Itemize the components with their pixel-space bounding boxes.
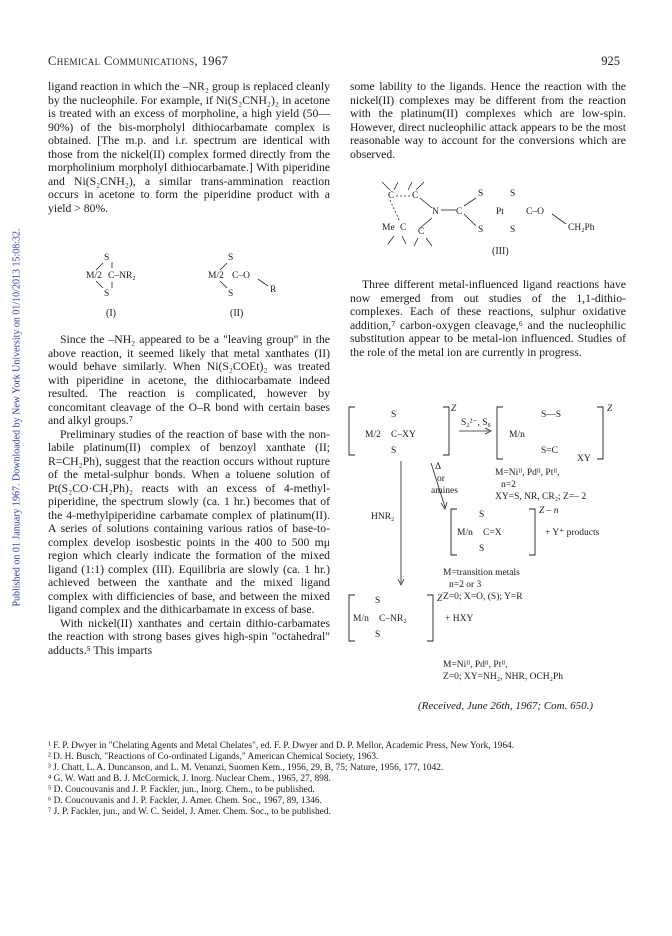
carbon-oxygen: C–O (526, 207, 544, 217)
cond-xy: XY=S, NR, CR₂; Z=– 2 (495, 492, 587, 502)
left-column-lower (48, 333, 330, 657)
paragraph: some lability to the ligands. Hence the reaction with the nickel(II) complexes may be different from the reaction with the platinum(II) complexes which are low-spin. However, direct nucleophilic attack appears to be the most reasonable way to account for the conversions which are observed. (350, 80, 626, 161)
metal-mn3: M/n (353, 614, 369, 624)
struct2-metal: M/2 (208, 271, 224, 281)
right-column (350, 80, 626, 161)
paragraph: Preliminary studies of the reaction of base with the non-labile platinum(II) complex of benzoyl xanthate (II; R=CH₂Ph), suggest that the reaction occurs without rupture of the metal-sulphur bonds. When a toluene solution of Pt(S₂CO·CH₂Ph)₂ reacts with an excess of 4-methyl-piperidine, the spectrum slowly (ca. 1 hr.) becomes that of the 4-methylpiperidine carbamate complex of platinum(II). A series of solutions containing various ratios of base-to-complex develop isosbestic points in the 400 to 500 mμ region which clearly indicate the formation of the mixed ligand (1:1) complex (III). Equilibria are slowly (ca. 1 hr.) achieved between the xanthate and the mixed ligand complex with difficiencies of base, and between the mixed ligand complex and the dithicarbamate in excess of base. (48, 427, 330, 616)
group-cx: C=X (483, 528, 502, 538)
svg-text:C: C (418, 227, 425, 237)
footnote: ³ J. Chatt, L. A. Duncanson, and L. M. Venanzi, Suomen Kem., 1956, 29, B, 75; Nature, 1956, 177, 1042. (48, 763, 444, 773)
charge-z: Z (451, 404, 457, 414)
svg-text:S: S (479, 544, 485, 554)
struct2-r: R (270, 285, 277, 295)
paragraph: With nickel(II) xanthates and certain dithio-carbamates the reaction with strong bases gives high-spin "octahedral" adducts.⁵ This imparts (48, 616, 330, 657)
benzyl: CH₂Ph (568, 223, 595, 233)
svg-text:S: S (510, 225, 516, 235)
svg-text:C: C (456, 207, 463, 217)
amines-label: amines (431, 486, 458, 496)
svg-text:S: S (510, 189, 516, 199)
received-date: (Received, June 26th, 1967; Com. 650.) (418, 700, 594, 712)
svg-text:S: S (375, 630, 381, 640)
svg-text:S: S (391, 446, 397, 456)
structure-I (86, 253, 136, 319)
page-number: 925 (601, 54, 620, 68)
svg-text:S: S (228, 253, 234, 263)
right-column-mid (350, 278, 626, 359)
footnote: ⁷ J. P. Fackler, jun., and W. C. Seidel, J. Amer. Chem. Soc., to be published. (48, 807, 331, 817)
running-header: Chemical Communications, 1967 (48, 54, 229, 68)
charge-z3: Z (437, 594, 443, 604)
svg-text:S: S (375, 596, 381, 606)
cond-metals: M=Niᴵᴵ, Pdᴵᴵ, Ptᴵᴵ, (495, 468, 560, 478)
svg-text:S: S (478, 225, 484, 235)
group-xy: XY (577, 454, 591, 464)
svg-text:S: S (391, 410, 397, 420)
footnote: ² D. H. Busch, "Reactions of Co-ordinated Ligands," American Chemical Society, 1963. (48, 752, 379, 762)
or-label: or (437, 474, 445, 484)
footnote: ⁴ G. W. Watt and B. J. McCormick, J. Inorg. Nuclear Chem., 1965, 27, 898. (48, 774, 331, 784)
struct3-label: (III) (492, 246, 509, 257)
disulfide: S—S (541, 410, 562, 420)
products: + Y⁺ products (545, 528, 600, 538)
delta: Δ (435, 462, 442, 472)
paragraph: Since the –NH₂ appeared to be a "leaving group" in the above reaction, it seemed likely that metal xanthates (II) would behave similarly. When Ni(S₂COEt)₂ was treated with piperidine in acetone, the dithiocarbamate indeed resulted. The reaction is complicated, however by concomitant cleavage of the O–R bond with certain bases and alkyl groups.⁷ (48, 333, 330, 427)
svg-text:S: S (479, 510, 485, 520)
reaction-scheme (345, 395, 630, 695)
structure-III (360, 168, 630, 263)
struct1-label: (I) (106, 308, 116, 319)
footnote: ⁶ D. Coucouvanis and J. P. Fackler, J. Amer. Chem. Soc., 1967, 89, 1346. (48, 796, 322, 806)
cond-xy2: Z=0; XY=NH₂, NHR, OCH₂Ph (443, 672, 563, 682)
platinum: Pt (496, 207, 504, 217)
struct1-group: C–NR₂ (108, 271, 136, 281)
svg-text:C: C (388, 191, 395, 201)
struct2-label: (II) (230, 308, 244, 319)
svg-text:S: S (478, 189, 484, 199)
struct1-metal: M/2 (86, 271, 102, 281)
reagent-hnr2: HNR₂ (371, 512, 395, 522)
metal-m2: M/2 (365, 430, 381, 440)
svg-text:S: S (228, 289, 234, 299)
left-column (48, 80, 330, 215)
charge-zn: Z – n (539, 506, 559, 516)
nitrogen: N (432, 207, 439, 217)
struct2-group: C–O (232, 271, 250, 281)
download-notice[interactable]: Published on 01 January 1967. Downloaded by New York University on 01/10/2013 15:08:32. (11, 228, 23, 607)
svg-text:C: C (412, 191, 419, 201)
metal-mn2: M/n (457, 528, 473, 538)
reagent: S₂²⁻, S₈ (461, 418, 491, 428)
structure-II (208, 253, 277, 319)
cond-zxy: Z=0; X=O, (S); Y=R (443, 592, 523, 602)
charge-z2: Z (607, 404, 613, 414)
cond-transition: M=transition metals (443, 568, 520, 578)
metal-mn: M/n (509, 430, 525, 440)
footnotes (48, 741, 628, 818)
sulfur-carbon: S=C (541, 446, 558, 456)
cond-n2: n=2 or 3 (449, 580, 482, 590)
svg-text:S: S (104, 289, 110, 299)
hxy: + HXY (445, 614, 474, 624)
paragraph: Three different metal-influenced ligand reactions have now emerged from out studies of the 1,1-dithio-complexes. Each of these reactions, sulphur oxidative addition,⁷ carbon-oxygen cleavage,⁶ and the nucleophilic substitution appear to be metal-ion influenced. Studies of the role of the metal ion are currently in progress. (350, 278, 626, 359)
paragraph: ligand reaction in which the –NR₂ group is replaced cleanly by the nucleophile. For example, if Ni(S₂CNH₂)₂ in acetone is treated with an excess of morpholine, a high yield (50—90%) of the bis-morpholyl dithiocarbamate complex is obtained. [The m.p. and i.r. spectrum are identical with those from the nickel(II) complex formed directly from the morpholinium morpholyl dithiocarbamate.] With piperidine and Ni(S₂CNH₂), a similar trans-ammination reaction occurs in acetone to form the piperidine product with a yield > 80%. (48, 80, 330, 215)
methyl: Me (382, 223, 395, 233)
svg-text:S: S (104, 253, 110, 263)
footnote: ⁵ D. Coucouvanis and J. P. Fackler, jun., Inorg. Chem., to be published. (48, 785, 315, 795)
group-cxy: C–XY (391, 430, 416, 440)
footnote: ¹ F. P. Dwyer in "Chelating Agents and Metal Chelates", ed. F. P. Dwyer and D. P. Mellor, Academic Press, New York, 1964. (48, 741, 515, 751)
group-cnr2: C–NR₂ (379, 614, 407, 624)
svg-text:C: C (400, 223, 407, 233)
cond-metals2: M=Niᴵᴵ, Pdᴵᴵ, Ptᴵᴵ, (443, 660, 508, 670)
structures-I-II (60, 250, 320, 320)
cond-n: n=2 (501, 480, 516, 490)
